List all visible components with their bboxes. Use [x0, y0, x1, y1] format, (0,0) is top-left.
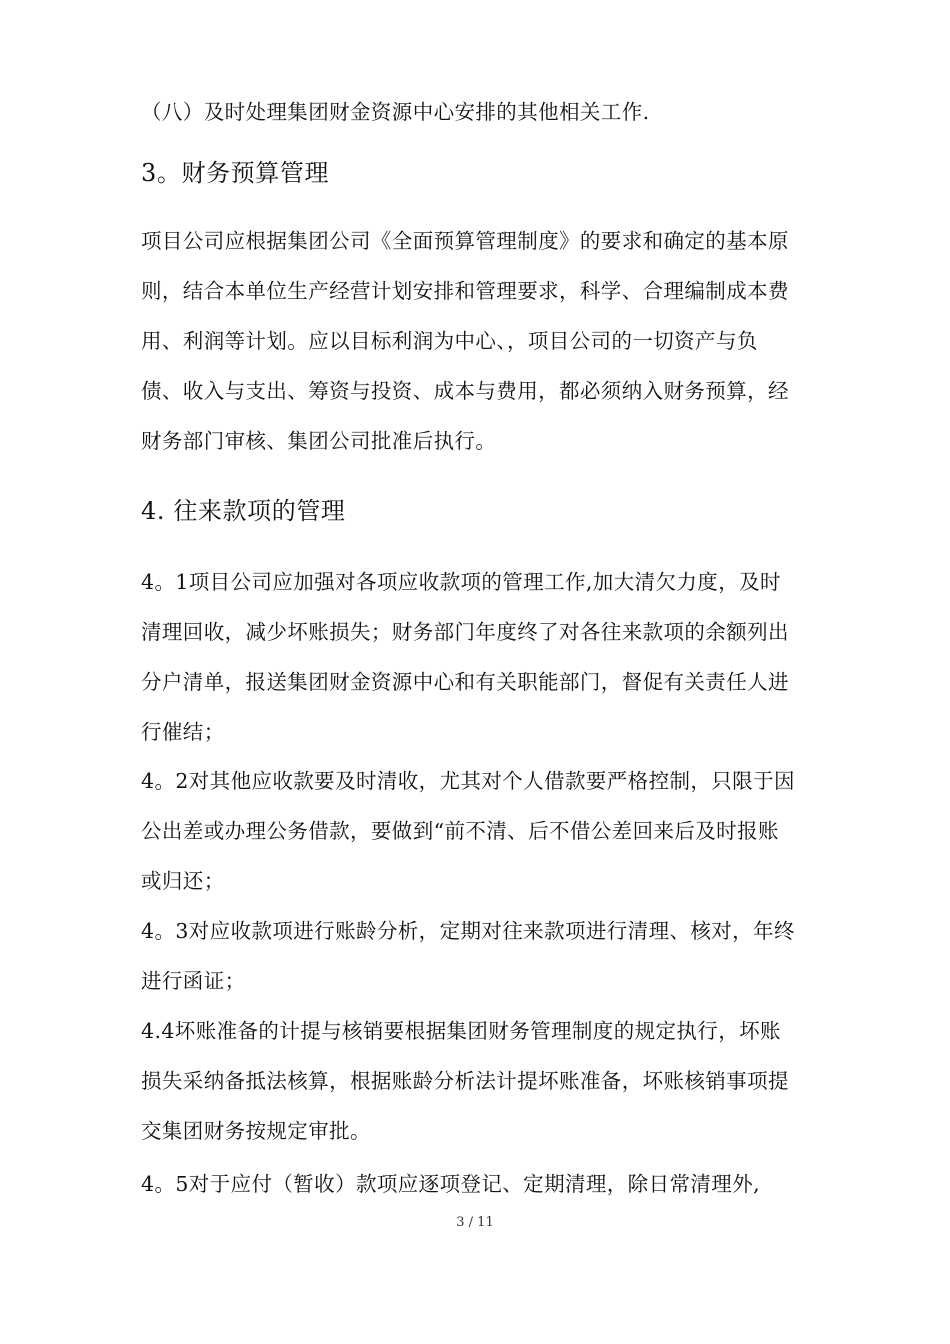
paragraph-line: 用、利润等计划。应以目标利润为中心、，项目公司的一切资产与负	[141, 329, 758, 353]
paragraph-line: 公出差或办理公务借款，要做到“前不清、后不借公差回来后及时报账	[141, 819, 779, 843]
paragraph-line: 4。1项目公司应加强对各项应收款项的管理工作,加大清欠力度，及时	[141, 570, 781, 594]
paragraph-line: 交集团财务按规定审批。	[141, 1119, 371, 1143]
page-number: 3 / 11	[456, 1215, 494, 1230]
paragraph-line: 或归还；	[141, 869, 225, 893]
paragraph-line: 债、收入与支出、筹资与投资、成本与费用，都必须纳入财务预算，经	[141, 379, 789, 403]
section-heading-receivables: 4. 往来款项的管理	[141, 497, 346, 525]
paragraph-line: 财务部门审核、集团公司批准后执行。	[141, 429, 497, 453]
paragraph-line: 4。2对其他应收款要及时清收，尤其对个人借款要严格控制，只限于因	[141, 769, 795, 793]
paragraph-line: 进行函证；	[141, 969, 246, 993]
paragraph-line: （八）及时处理集团财金资源中心安排的其他相关工作.	[141, 100, 650, 124]
paragraph-line: 4。5对于应付（暂收）款项应逐项登记、定期清理，除日常清理外,	[141, 1172, 760, 1196]
paragraph-line: 清理回收，减少坏账损失；财务部门年度终了对各往来款项的余额列出	[141, 620, 789, 644]
paragraph-line: 4。3对应收款项进行账龄分析，定期对往来款项进行清理、核对，年终	[141, 919, 795, 943]
paragraph-line: 行催结；	[141, 720, 225, 744]
section-heading-budget: 3。财务预算管理	[141, 159, 330, 187]
paragraph-line: 则，结合本单位生产经营计划安排和管理要求，科学、合理编制成本费	[141, 279, 789, 303]
paragraph-line: 4.4坏账准备的计提与核销要根据集团财务管理制度的规定执行，坏账	[141, 1019, 781, 1043]
paragraph-line: 损失采纳备抵法核算，根据账龄分析法计提坏账准备，坏账核销事项提	[141, 1069, 789, 1093]
paragraph-line: 项目公司应根据集团公司《全面预算管理制度》的要求和确定的基本原	[141, 229, 789, 253]
paragraph-line: 分户清单，报送集团财金资源中心和有关职能部门，督促有关责任人进	[141, 670, 789, 694]
